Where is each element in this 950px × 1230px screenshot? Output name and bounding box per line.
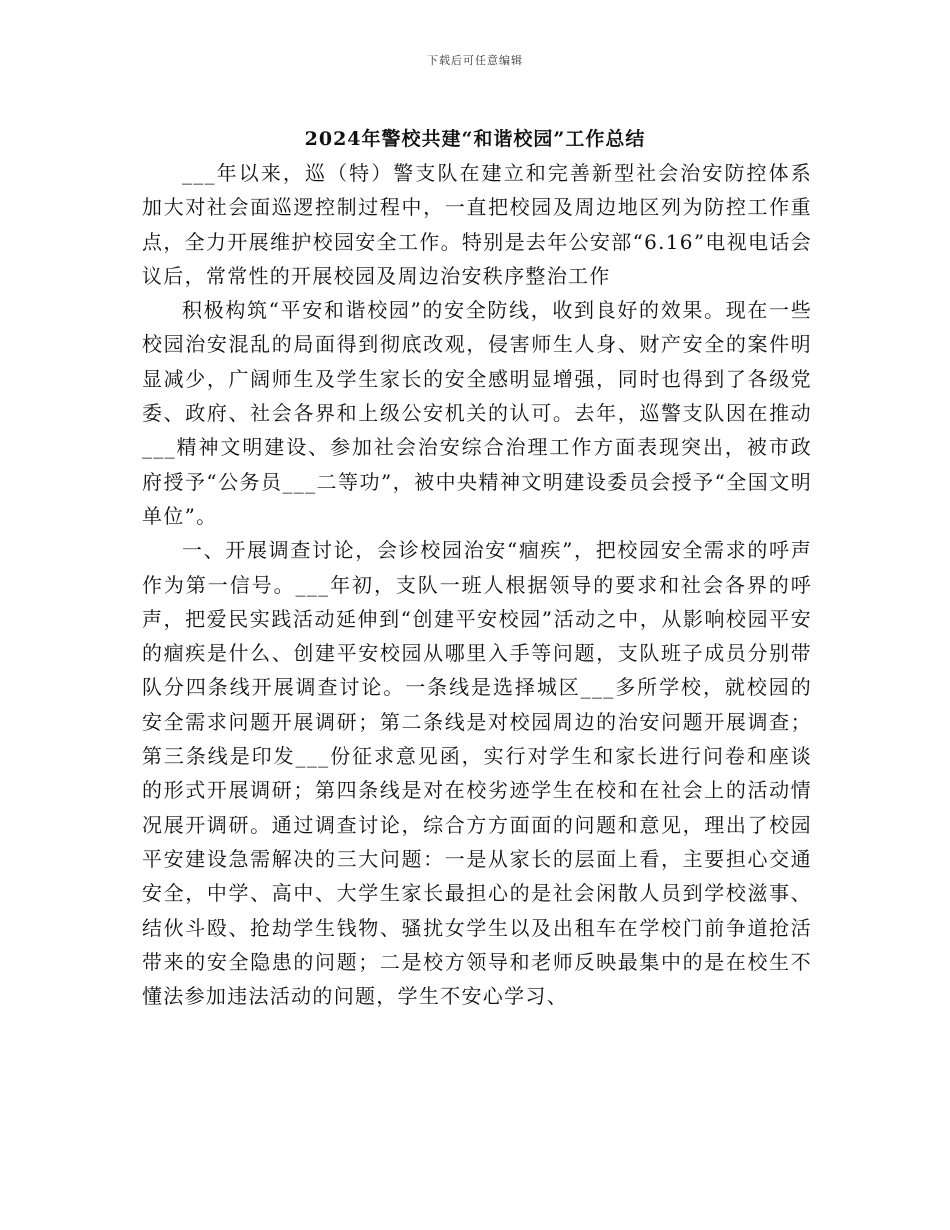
document-title: 2024年警校共建“和谐校园”工作总结 bbox=[304, 128, 646, 150]
page-header: 下载后可任意编辑 bbox=[427, 54, 523, 67]
paragraph-1: ___年以来，巡（特）警支队在建立和完善新型社会治安防控体系加大对社会面巡逻控制过程中，一直把校园及周边地区列为防控工作重点，全力开展维护校园安全工作。特别是去年公安部“6.16”电视电话会议后，常常性的开展校园及周边治安秩序整治工作 bbox=[142, 161, 812, 288]
document-body bbox=[142, 156, 812, 1013]
paragraph-2: 积极构筑“平安和谐校园”的安全防线，收到良好的效果。现在一些校园治安混乱的局面得到彻底改观，侵害师生人身、财产安全的案件明显减少，广阔师生及学生家长的安全感明显增强，同时也得到了各级党委、政府、社会各界和上级公安机关的认可。去年，巡警支队因在推动___精神文明建设、参加社会治安综合治理工作方面表现突出，被市政府授予“公务员___二等功”，被中央精神文明建设委员会授予“全国文明单位”。 bbox=[142, 298, 812, 528]
paragraph-3: 一、开展调查讨论，会诊校园治安“痼疾”，把校园安全需求的呼声作为第一信号。___年初，支队一班人根据领导的要求和社会各界的呼声，把爱民实践活动延伸到“创建平安校园”活动之中，从影响校园平安的痼疾是什么、创建平安校园从哪里入手等问题，支队班子成员分别带队分四条线开展调查讨论。一条线是选择城区___多所学校，就校园的安全需求问题开展调研；第二条线是对校园周边的治安问题开展调查；第三条线是印发___份征求意见函，实行对学生和家长进行问卷和座谈的形式开展调研；第四条线是对在校劣迹学生在校和在社会上的活动情况展开调研。通过调查讨论，综合方方面面的问题和意见，理出了校园平安建设急需解决的三大问题：一是从家长的层面上看，主要担心交通安全，中学、高中、大学生家长最担心的是社会闲散人员到学校滋事、结伙斗殴、抢劫学生钱物、骚扰女学生以及出租车在学校门前争道抢活带来的安全隐患的问题；二是校方领导和老师反映最集中的是在校生不懂法参加违法活动的问题，学生不安心学习、 bbox=[142, 538, 812, 1009]
